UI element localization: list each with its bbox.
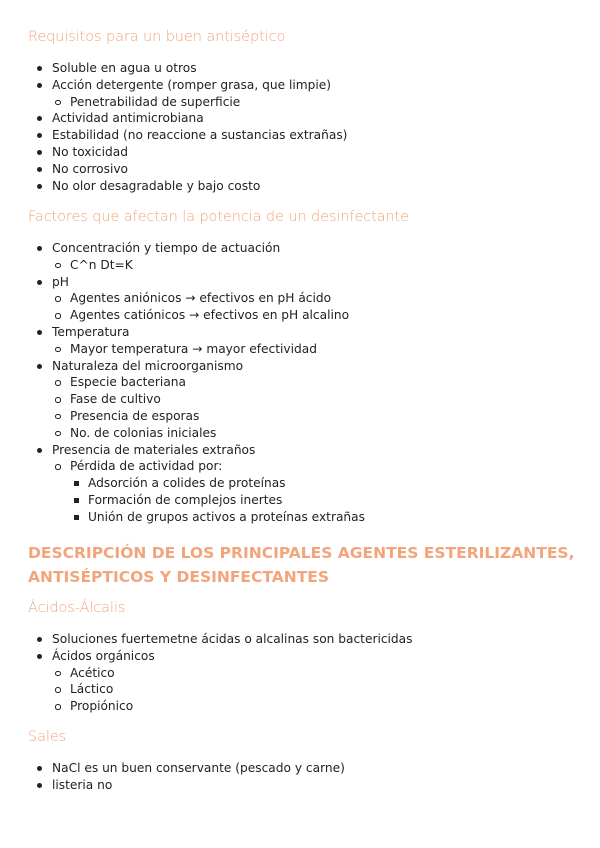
section-title-factores: Factores que afectan la potencia de un desinfectante (28, 209, 410, 225)
bullet-circle-icon (55, 100, 61, 106)
list-item-text: pH (52, 274, 69, 289)
list-item (0, 341, 365, 358)
list-item (0, 442, 365, 459)
list-item (0, 408, 365, 425)
list-item-text: Presencia de esporas (70, 408, 200, 423)
list-item (0, 161, 347, 178)
bullet-circle-icon (55, 296, 61, 302)
bullet-disc-icon (37, 116, 42, 121)
list-item-text: Temperatura (52, 324, 130, 339)
list-item-text: NaCl es un buen conservante (pescado y carne) (52, 761, 345, 775)
list-item (0, 665, 413, 682)
list-item-text: Pérdida de actividad por: (70, 459, 223, 474)
list-item-text: C^n Dt=K (70, 257, 133, 272)
list-item (0, 374, 365, 391)
bullet-disc-icon (37, 654, 42, 659)
list-item-text: Fase de cultivo (70, 392, 161, 407)
list-item (0, 178, 347, 195)
section-title-requisitos: Requisitos para un buen antiséptico (28, 29, 286, 45)
list-acidos (0, 631, 413, 715)
list-item-text: Formación de complejos inertes (88, 492, 283, 507)
list-item-text: Penetrabilidad de superficie (70, 94, 241, 109)
list-item (0, 60, 347, 77)
list-item-text: Ácidos orgánicos (52, 648, 155, 663)
list-item-text: listeria no (52, 777, 113, 792)
bullet-disc-icon (37, 246, 42, 251)
bullet-disc-icon (37, 364, 42, 369)
list-item (0, 509, 365, 526)
bullet-disc-icon (37, 280, 42, 285)
bullet-circle-icon (55, 263, 61, 269)
main-heading-line-2: ANTISÉPTICOS Y DESINFECTANTES (28, 568, 330, 586)
main-heading (28, 541, 588, 589)
list-item (0, 631, 413, 648)
list-item (0, 475, 365, 492)
list-item-text: Soluble en agua u otros (52, 61, 197, 75)
list-item (0, 290, 365, 307)
list-item (0, 425, 365, 442)
list-item-text: Láctico (70, 682, 114, 697)
list-item-text: Actividad antimicrobiana (52, 111, 204, 126)
list-item-text: Concentración y tiempo de actuación (52, 241, 281, 255)
bullet-square-icon (74, 481, 79, 486)
list-item (0, 698, 413, 715)
list-item-text: Agentes aniónicos → efectivos en pH ácido (70, 291, 332, 306)
bullet-disc-icon (37, 184, 42, 189)
bullet-circle-icon (55, 464, 61, 470)
list-item (0, 458, 365, 475)
bullet-circle-icon (55, 431, 61, 437)
list-item-text: Mayor temperatura → mayor efectividad (70, 341, 317, 356)
bullet-disc-icon (37, 637, 42, 642)
list-item (0, 77, 347, 94)
list-item-text: Propiónico (70, 699, 134, 714)
list-item (0, 760, 345, 777)
list-item-text: Especie bacteriana (70, 375, 186, 390)
list-item (0, 127, 347, 144)
bullet-circle-icon (55, 313, 61, 319)
list-item-text: Presencia de materiales extraños (52, 442, 256, 457)
list-item-text: Acción detergente (romper grasa, que limpie) (52, 77, 331, 92)
list-item-text: Soluciones fuertemetne ácidas o alcalinas son bactericidas (52, 632, 413, 646)
list-item (0, 648, 413, 665)
list-item (0, 324, 365, 341)
bullet-disc-icon (37, 66, 42, 71)
main-heading-line-1: DESCRIPCIÓN DE LOS PRINCIPALES AGENTES ESTERILIZANTES, (28, 544, 575, 562)
bullet-circle-icon (55, 397, 61, 403)
bullet-disc-icon (37, 133, 42, 138)
list-item-text: No toxicidad (52, 144, 128, 159)
list-sales (0, 760, 345, 794)
bullet-circle-icon (55, 687, 61, 693)
list-item-text: No. de colonias iniciales (70, 425, 217, 440)
list-item-text: Agentes catiónicos → efectivos en pH alcalino (70, 308, 350, 323)
list-item-text: No olor desagradable y bajo costo (52, 178, 261, 193)
list-factores (0, 240, 365, 526)
bullet-square-icon (74, 515, 79, 520)
bullet-disc-icon (37, 167, 42, 172)
list-item (0, 94, 347, 111)
list-item (0, 391, 365, 408)
list-item (0, 144, 347, 161)
section-title-sales: Sales (28, 729, 67, 745)
bullet-square-icon (74, 498, 79, 503)
list-item-text: Estabilidad (no reaccione a sustancias extrañas) (52, 128, 348, 143)
bullet-disc-icon (37, 83, 42, 88)
bullet-circle-icon (55, 347, 61, 353)
list-item-text: No corrosivo (52, 161, 129, 176)
list-item-text: Adsorción a colides de proteínas (88, 476, 286, 491)
bullet-circle-icon (55, 671, 61, 677)
section-title-acidos: Ácidos-Álcalis (28, 600, 126, 616)
list-item (0, 110, 347, 127)
bullet-circle-icon (55, 414, 61, 420)
list-item-text: Unión de grupos activos a proteínas extrañas (88, 509, 365, 524)
list-item (0, 274, 365, 291)
list-item (0, 307, 365, 324)
list-item-text: Acético (70, 665, 115, 680)
bullet-disc-icon (37, 448, 42, 453)
list-item (0, 492, 365, 509)
bullet-disc-icon (37, 150, 42, 155)
list-requisitos (0, 60, 347, 194)
bullet-disc-icon (37, 783, 42, 788)
bullet-disc-icon (37, 330, 42, 335)
bullet-disc-icon (37, 766, 42, 771)
list-item (0, 257, 365, 274)
list-item-text: Naturaleza del microorganismo (52, 358, 244, 373)
list-item (0, 777, 345, 794)
list-item (0, 240, 365, 257)
bullet-circle-icon (55, 704, 61, 710)
list-item (0, 358, 365, 375)
bullet-circle-icon (55, 380, 61, 386)
list-item (0, 681, 413, 698)
